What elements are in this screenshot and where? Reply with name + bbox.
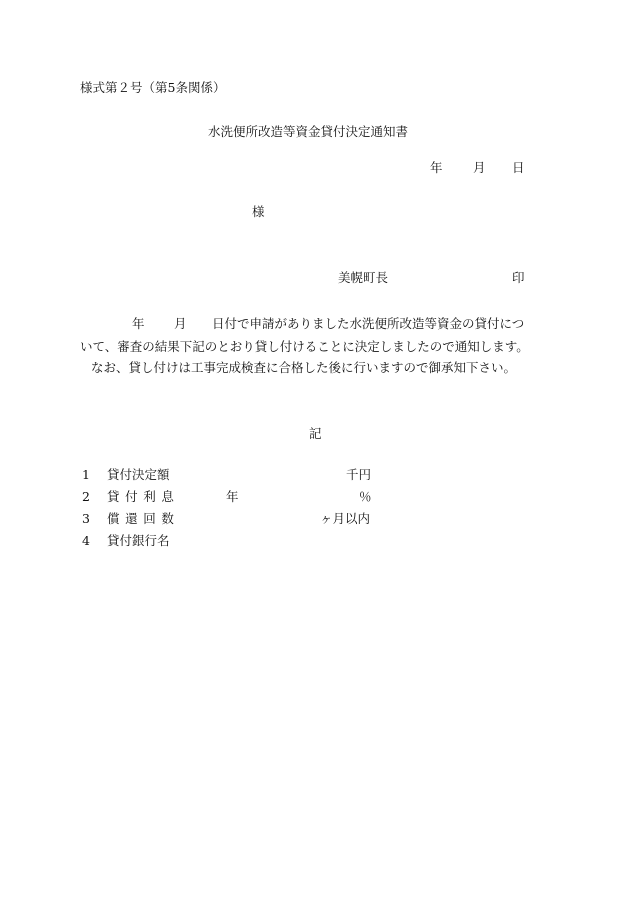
item-label-loan-amount: 貸付決定額 bbox=[107, 467, 170, 482]
body-line-3-text: なお、貸し付けは工事完成検査に合格した後に行いますので御承知下さい。 bbox=[91, 360, 517, 375]
body-month-label: 月 bbox=[174, 316, 187, 331]
item-middle-label: 年 bbox=[226, 489, 239, 504]
body-paragraph-line-2 bbox=[80, 341, 560, 357]
body-paragraph-line-3 bbox=[80, 362, 560, 378]
item-label-repayment-count: 償還回数 bbox=[107, 511, 180, 526]
date-month-label: 月 bbox=[473, 160, 486, 175]
body-year-label: 年 bbox=[132, 316, 145, 331]
body-line-2-text: いて、審査の結果下記のとおり貸し付けることに決定しましたので通知します。 bbox=[80, 339, 529, 354]
list-item bbox=[80, 535, 400, 551]
item-label-interest: 貸付利息 bbox=[107, 489, 180, 504]
list-item bbox=[80, 469, 400, 485]
body-line-1-text: 日付で申請がありました水洗便所改造等資金の貸付につ bbox=[212, 316, 525, 331]
item-unit: ％ bbox=[359, 489, 372, 504]
item-label-bank-name: 貸付銀行名 bbox=[107, 533, 170, 548]
document-title: 水洗便所改造等資金貸付決定通知書 bbox=[208, 124, 409, 139]
form-number: 様式第２号（第5条関係） bbox=[80, 80, 226, 95]
date-day-label: 日 bbox=[512, 160, 525, 175]
item-number: 1 bbox=[82, 467, 90, 482]
list-item bbox=[80, 491, 400, 507]
item-number: 3 bbox=[82, 511, 90, 526]
addressee-honorific: 様 bbox=[252, 204, 265, 219]
item-unit: 千円 bbox=[346, 467, 372, 482]
list-item bbox=[80, 513, 400, 529]
issuer-name: 美幌町長 bbox=[338, 270, 389, 285]
body-paragraph-line-1 bbox=[80, 318, 560, 334]
item-number: 2 bbox=[82, 489, 90, 504]
item-number: 4 bbox=[82, 533, 90, 548]
issuer-seal-mark: 印 bbox=[512, 270, 525, 285]
date-year-label: 年 bbox=[430, 160, 443, 175]
item-unit: ヶ月以内 bbox=[320, 511, 371, 526]
ki-heading: 記 bbox=[309, 426, 322, 441]
